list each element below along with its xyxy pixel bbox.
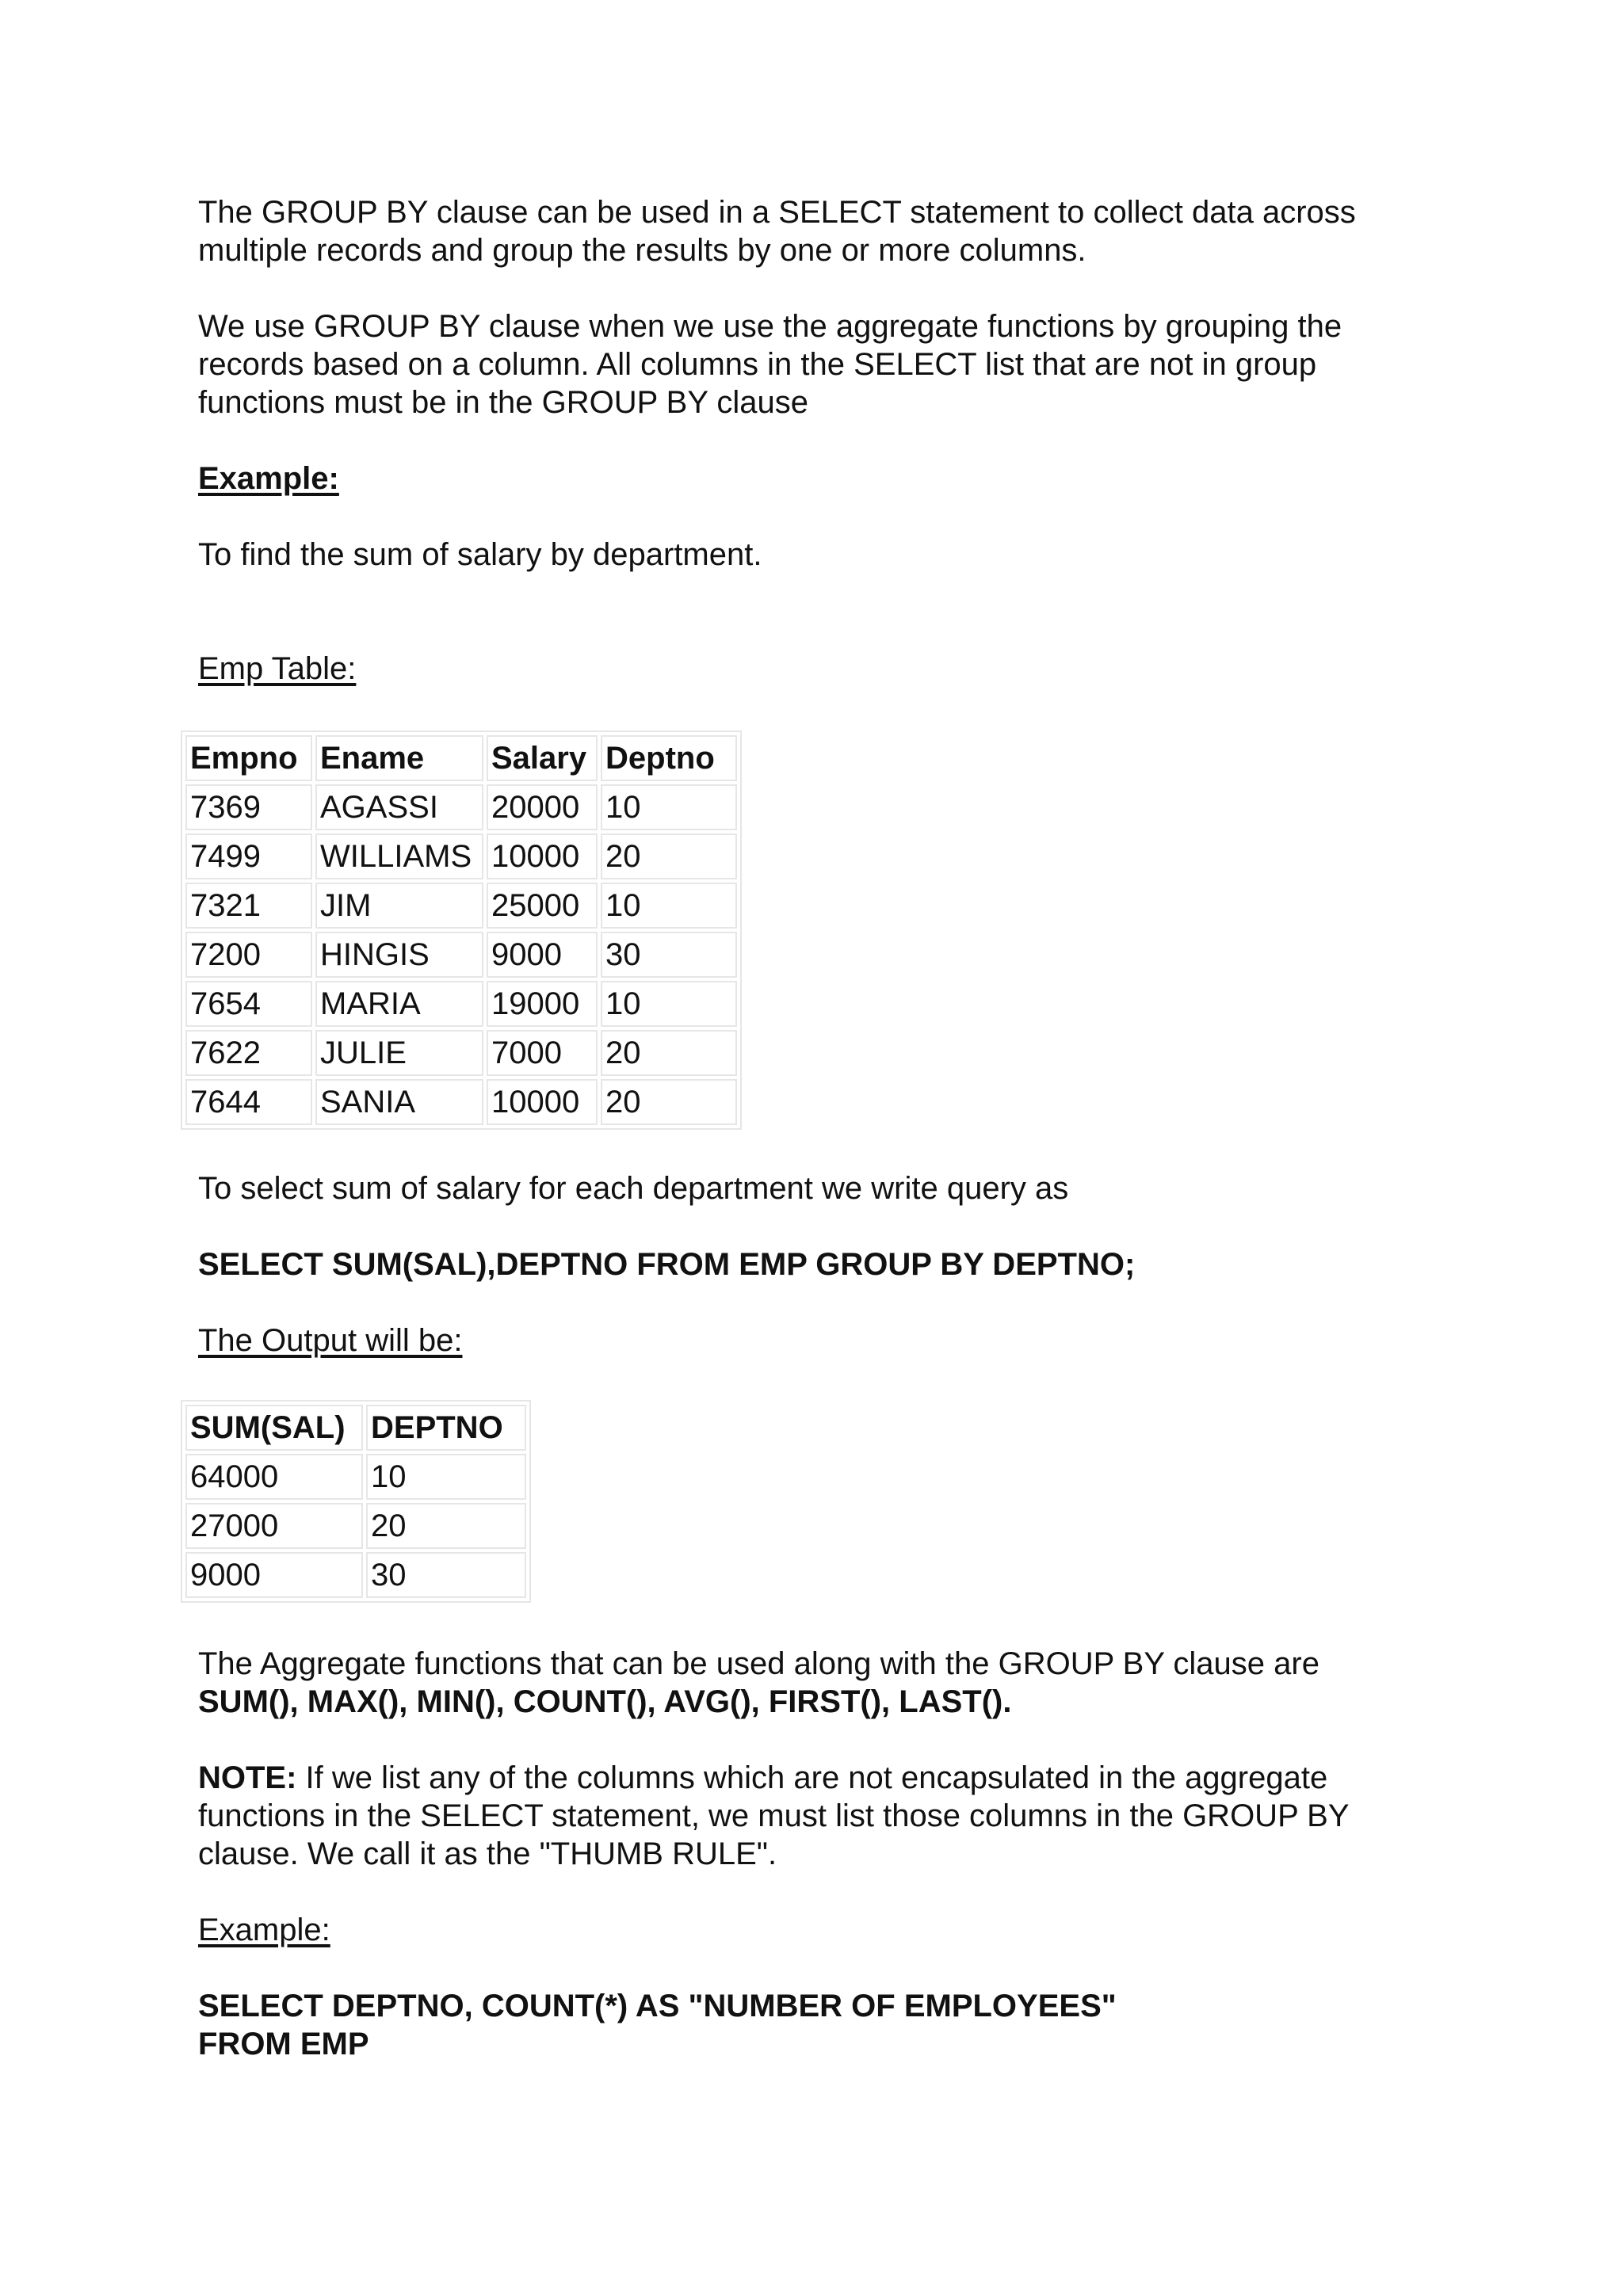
table-row xyxy=(185,1030,737,1076)
select-sum-intro: To select sum of salary for each department we write query as xyxy=(198,1171,1069,1206)
table-cell: 64000 xyxy=(185,1454,363,1500)
output-table-container xyxy=(181,1400,531,1603)
table-cell: 9000 xyxy=(487,932,598,978)
emp-table-header-row xyxy=(185,735,737,781)
table-cell: 20 xyxy=(601,1030,737,1076)
table-row xyxy=(185,1079,737,1125)
table-cell: 10 xyxy=(601,981,737,1027)
table-cell: 7000 xyxy=(487,1030,598,1076)
output-header-deptno: DEPTNO xyxy=(366,1405,526,1451)
table-cell: MARIA xyxy=(315,981,483,1027)
emp-table-container xyxy=(181,730,742,1130)
table-cell: 7622 xyxy=(185,1030,312,1076)
table-cell: 10 xyxy=(601,784,737,830)
emp-header-deptno: Deptno xyxy=(601,735,737,781)
query-2-line-2: FROM EMP xyxy=(198,2027,369,2061)
table-cell: 20 xyxy=(601,833,737,879)
output-table-header-row xyxy=(185,1405,526,1451)
intro-paragraph-2: We use GROUP BY clause when we use the aggregate functions by grouping the records based on a column. All columns in the SELECT list that are not in group functions must be in the GROUP BY clause xyxy=(198,309,1342,420)
note-text: If we list any of the columns which are not encapsulated in the aggregate functions in the SELECT statement, we must list those columns in the GROUP BY clause. We call it as the "THUMB RULE". xyxy=(198,1760,1349,1871)
table-cell: 10 xyxy=(366,1454,526,1500)
table-cell: 10000 xyxy=(487,833,598,879)
table-cell: 9000 xyxy=(185,1552,363,1598)
intro-paragraph-1: The GROUP BY clause can be used in a SELECT statement to collect data across multiple records and group the results by one or more columns. xyxy=(198,195,1356,268)
table-cell: 27000 xyxy=(185,1503,363,1549)
table-cell: 10000 xyxy=(487,1079,598,1125)
note-label: NOTE: xyxy=(198,1760,297,1795)
table-cell: 7644 xyxy=(185,1079,312,1125)
emp-header-empno: Empno xyxy=(185,735,312,781)
table-cell: 7654 xyxy=(185,981,312,1027)
output-table xyxy=(181,1400,531,1603)
table-cell: SANIA xyxy=(315,1079,483,1125)
table-cell: 7369 xyxy=(185,784,312,830)
table-cell: 7200 xyxy=(185,932,312,978)
query-2-line-1: SELECT DEPTNO, COUNT(*) AS "NUMBER OF EMPLOYEES" xyxy=(198,1989,1117,2023)
table-row xyxy=(185,784,737,830)
table-row xyxy=(185,1454,526,1500)
emp-header-salary: Salary xyxy=(487,735,598,781)
table-cell: 25000 xyxy=(487,883,598,929)
query-2 xyxy=(198,1987,1434,2063)
table-cell: JIM xyxy=(315,883,483,929)
aggregate-intro: The Aggregate functions that can be used along with the GROUP BY clause are xyxy=(198,1646,1319,1681)
table-cell: 7499 xyxy=(185,833,312,879)
table-cell: WILLIAMS xyxy=(315,833,483,879)
table-cell: HINGIS xyxy=(315,932,483,978)
table-cell: 20000 xyxy=(487,784,598,830)
query-section xyxy=(198,1169,1434,1360)
table-row xyxy=(185,833,737,879)
table-cell: 7321 xyxy=(185,883,312,929)
document-body xyxy=(198,193,1434,688)
note-paragraph xyxy=(198,1759,1434,1873)
emp-header-ename: Ename xyxy=(315,735,483,781)
table-cell: 30 xyxy=(366,1552,526,1598)
output-header-sum-sal: SUM(SAL) xyxy=(185,1405,363,1451)
table-row xyxy=(185,1552,526,1598)
table-cell: JULIE xyxy=(315,1030,483,1076)
table-cell: 20 xyxy=(366,1503,526,1549)
table-row xyxy=(185,981,737,1027)
emp-table-label: Emp Table: xyxy=(198,651,357,686)
table-cell: AGASSI xyxy=(315,784,483,830)
aggregate-paragraph xyxy=(198,1645,1434,1721)
aggregate-list: SUM(), MAX(), MIN(), COUNT(), AVG(), FIRST(), LAST(). xyxy=(198,1684,1012,1719)
query-1: SELECT SUM(SAL),DEPTNO FROM EMP GROUP BY DEPTNO; xyxy=(198,1247,1136,1282)
emp-table xyxy=(181,730,742,1130)
table-cell: 10 xyxy=(601,883,737,929)
table-row xyxy=(185,883,737,929)
table-row xyxy=(185,1503,526,1549)
table-row xyxy=(185,932,737,978)
table-cell: 30 xyxy=(601,932,737,978)
output-label: The Output will be: xyxy=(198,1323,463,1358)
example-2-label: Example: xyxy=(198,1913,330,1947)
aggregate-section xyxy=(198,1645,1434,2063)
example-heading: Example: xyxy=(198,461,339,496)
table-cell: 20 xyxy=(601,1079,737,1125)
find-sum-text: To find the sum of salary by department. xyxy=(198,537,762,572)
table-cell: 19000 xyxy=(487,981,598,1027)
